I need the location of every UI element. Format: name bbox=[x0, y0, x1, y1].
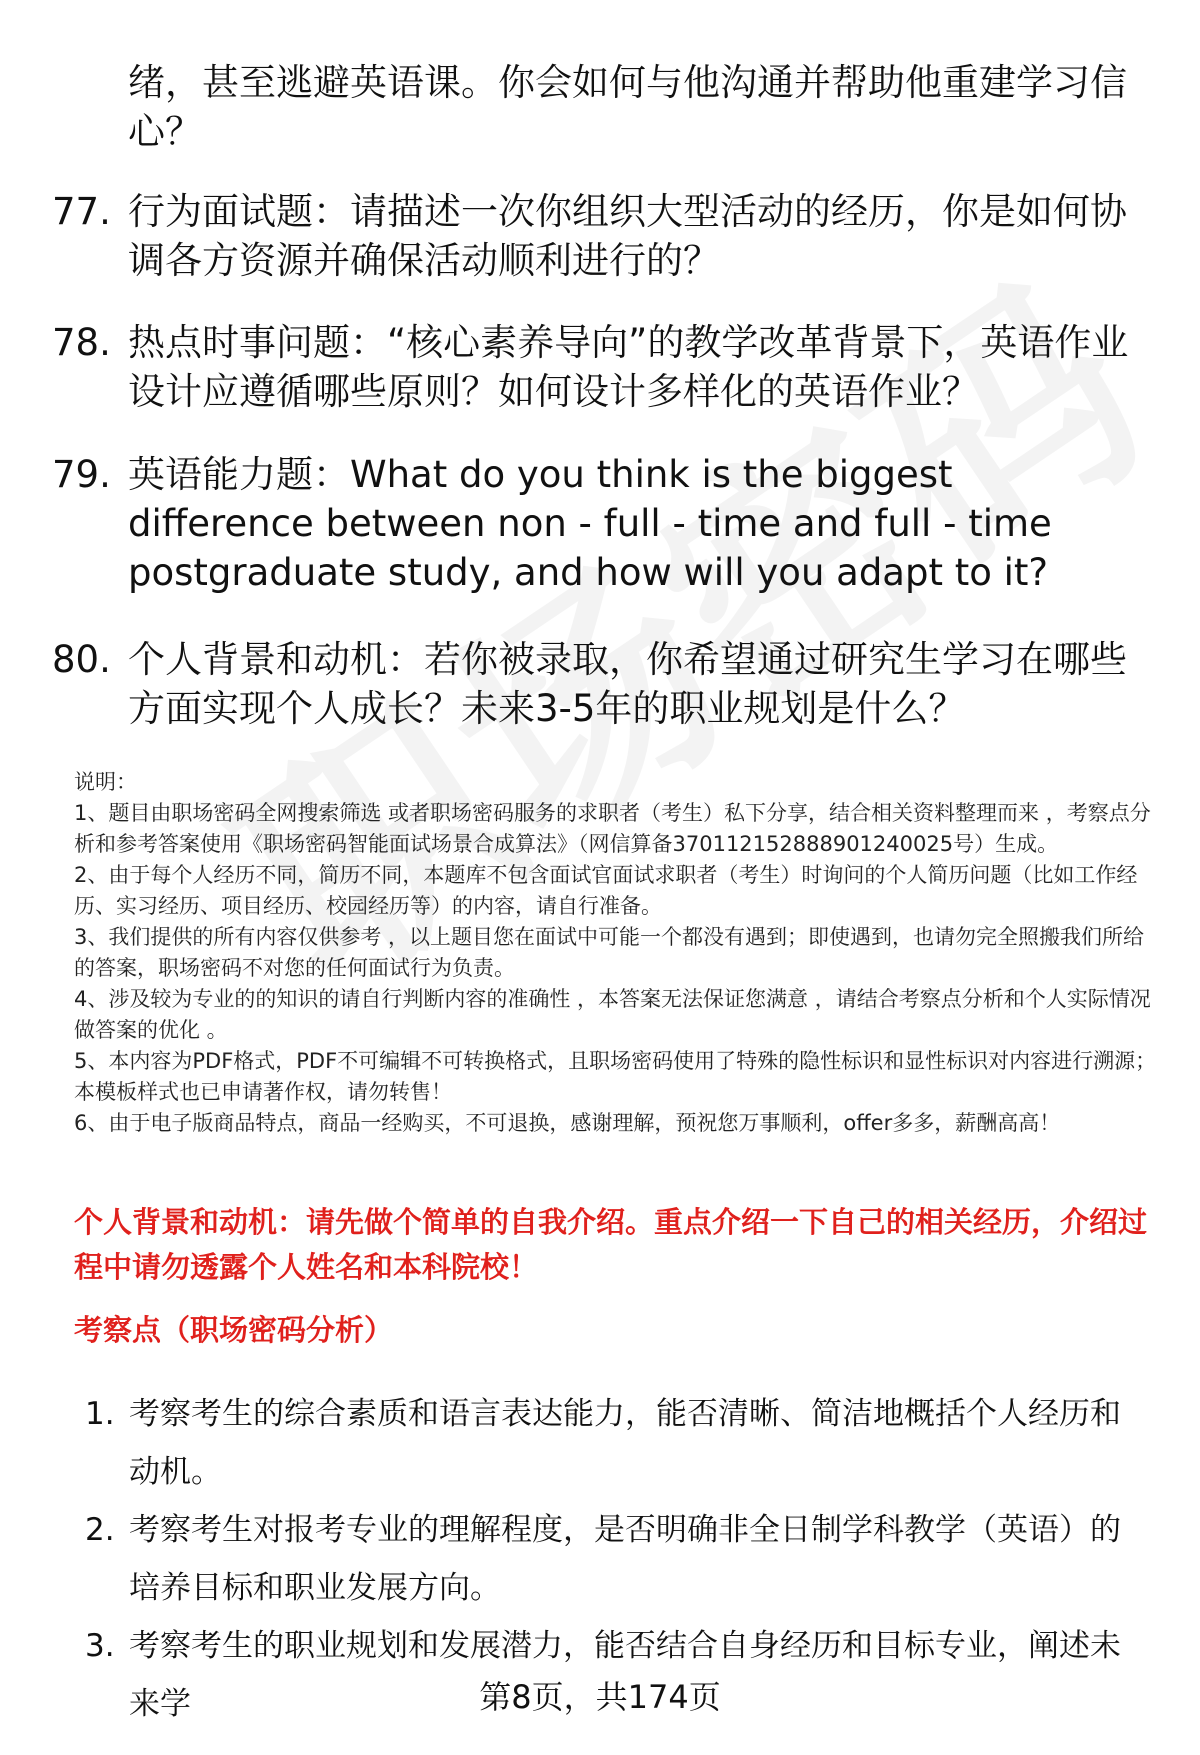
point-number: 3. bbox=[85, 1628, 115, 1664]
note-item: 1、题目由职场密码全网搜索筛选 或者职场密码服务的求职者（考生）私下分享，结合相关资料整理而来 ，考察点分析和参考答案使用《职场密码智能面试场景合成算法》（网信算备370112152888901240025号）生成。 bbox=[74, 801, 1151, 856]
featured-question: 个人背景和动机：请先做个简单的自我介绍。重点介绍一下自己的相关经历，介绍过程中请勿透露个人姓名和本科院校！ bbox=[74, 1205, 1148, 1284]
question-item bbox=[52, 318, 1152, 416]
question-item bbox=[52, 635, 1152, 733]
question-text: 英语能力题：What do you think is the biggest difference between non - full - time and full - time postgraduate study, and how will you adapt to it? bbox=[128, 453, 1052, 594]
point-number: 2. bbox=[85, 1512, 115, 1548]
point-text: 考察考生的职业规划和发展潜力，能否结合自身经历和目标专业，阐述未来学 bbox=[129, 1628, 1121, 1722]
note-item: 5、本内容为PDF格式，PDF不可编辑不可转换格式，且职场密码使用了特殊的隐性标识和显性标识对内容进行溯源；本模板样式也已申请著作权，请勿转售！ bbox=[74, 1049, 1157, 1104]
question-item bbox=[52, 450, 1152, 597]
question-text: 热点时事问题：“核心素养导向”的教学改革背景下，英语作业设计应遵循哪些原则？如何设计多样化的英语作业？ bbox=[128, 321, 1129, 413]
notes-title: 说明： bbox=[74, 770, 137, 794]
disclaimer-notes bbox=[74, 767, 1164, 1139]
note-item: 2、由于每个人经历不同，简历不同，本题库不包含面试官面试求职者（考生）时询问的个人简历问题（比如工作经历、实习经历、项目经历、校园经历等）的内容，请自行准备。 bbox=[74, 863, 1138, 918]
question-text: 个人背景和动机：若你被录取，你希望通过研究生学习在哪些方面实现个人成长？未来3-5年的职业规划是什么？ bbox=[128, 638, 1127, 730]
question-number: 80. bbox=[52, 638, 111, 681]
note-item: 4、涉及较为专业的的知识的请自行判断内容的准确性 ，本答案无法保证您满意 ，请结合考察点分析和个人实际情况做答案的优化 。 bbox=[74, 987, 1151, 1042]
analysis-point bbox=[85, 1385, 1165, 1501]
question-text: 行为面试题：请描述一次你组织大型活动的经历，你是如何协调各方资源并确保活动顺利进行的？ bbox=[128, 190, 1127, 282]
question-item bbox=[52, 187, 1152, 285]
question-number: 78. bbox=[52, 321, 111, 364]
point-text: 考察考生对报考专业的理解程度，是否明确非全日制学科教学（英语）的培养目标和职业发展方向。 bbox=[129, 1512, 1121, 1606]
page-footer: 第8页，共174页 bbox=[479, 1678, 721, 1716]
point-number: 1. bbox=[85, 1396, 115, 1432]
analysis-heading: 考察点（职场密码分析） bbox=[74, 1313, 394, 1347]
note-item: 6、由于电子版商品特点，商品一经购买，不可退换，感谢理解，预祝您万事顺利，offer多多，薪酬高高！ bbox=[74, 1111, 1061, 1135]
point-text: 考察考生的综合素质和语言表达能力，能否清晰、简洁地概括个人经历和动机。 bbox=[129, 1396, 1121, 1490]
analysis-point bbox=[85, 1501, 1165, 1617]
question-number: 79. bbox=[52, 453, 111, 496]
question-continuation: 绪，甚至逃避英语课。你会如何与他沟通并帮助他重建学习信心？ bbox=[128, 61, 1127, 153]
question-number: 77. bbox=[52, 190, 111, 233]
note-item: 3、我们提供的所有内容仅供参考 ，以上题目您在面试中可能一个都没有遇到；即使遇到，也请勿完全照搬我们所给的答案，职场密码不对您的任何面试行为负责。 bbox=[74, 925, 1145, 980]
